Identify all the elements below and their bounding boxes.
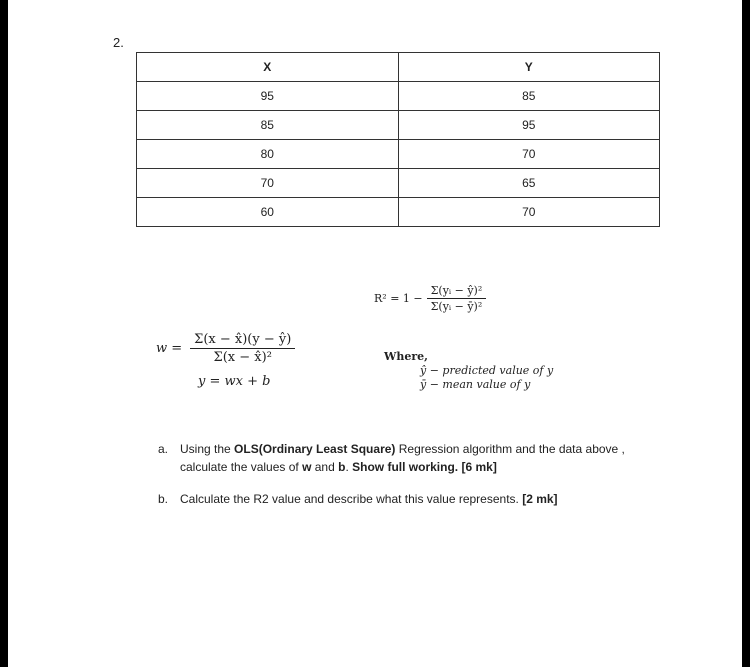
question-number: 2.	[113, 35, 124, 50]
header-y: Y	[398, 53, 660, 82]
cell-x: 85	[137, 111, 399, 140]
w-denominator: Σ(x − x̂)²	[213, 350, 272, 365]
document-page	[8, 0, 742, 667]
w-lhs: w =	[156, 341, 183, 356]
part-a-text: .	[345, 460, 353, 474]
part-b	[158, 490, 638, 508]
r2-numerator: Σ(yᵢ − ŷ)²	[427, 284, 487, 299]
part-b-bold: [2 mk]	[522, 492, 558, 506]
part-a-bold: b	[338, 460, 346, 474]
table-row	[137, 198, 660, 227]
where-definitions	[420, 364, 553, 392]
table-row	[137, 82, 660, 111]
cell-y: 65	[398, 169, 660, 198]
part-a-text: Regression algorithm and the data above , calculate the values of	[180, 442, 625, 474]
part-a-bold: OLS(Ordinary Least Square)	[234, 442, 396, 456]
r2-lhs: R² = 1 −	[374, 292, 423, 305]
part-a-text: and	[311, 460, 339, 474]
part-a-bold: Show full working. [6 mk]	[352, 460, 497, 474]
part-a	[158, 440, 638, 476]
cell-y: 95	[398, 111, 660, 140]
w-fraction	[190, 332, 295, 365]
linear-equation: y = wx + b	[198, 374, 271, 389]
part-a-text: Using the	[180, 442, 235, 456]
cell-x: 80	[137, 140, 399, 169]
part-a-bold: w	[302, 460, 312, 474]
question-parts	[158, 440, 638, 522]
w-numerator: Σ(x − x̂)(y − ŷ)	[190, 332, 295, 349]
def-predicted: ŷ − predicted value of y	[420, 364, 554, 377]
cell-y: 85	[398, 82, 660, 111]
header-x: X	[137, 53, 399, 82]
cell-y: 70	[398, 140, 660, 169]
part-a-marker: a.	[158, 442, 169, 456]
part-b-marker: b.	[158, 492, 169, 506]
cell-y: 70	[398, 198, 660, 227]
where-label: Where,	[384, 350, 428, 363]
part-b-text: Calculate the R2 value and describe what this value represents.	[180, 492, 523, 506]
w-formula	[156, 332, 295, 365]
def-mean: ȳ − mean value of y	[420, 378, 531, 391]
table-row	[137, 111, 660, 140]
cell-x: 70	[137, 169, 399, 198]
data-table	[136, 52, 660, 227]
r2-formula	[374, 284, 486, 313]
r2-denominator: Σ(yᵢ − ȳ)²	[430, 300, 483, 313]
table-header-row	[137, 53, 660, 82]
cell-x: 60	[137, 198, 399, 227]
table-row	[137, 169, 660, 198]
cell-x: 95	[137, 82, 399, 111]
r2-fraction	[427, 284, 487, 313]
table-row	[137, 140, 660, 169]
